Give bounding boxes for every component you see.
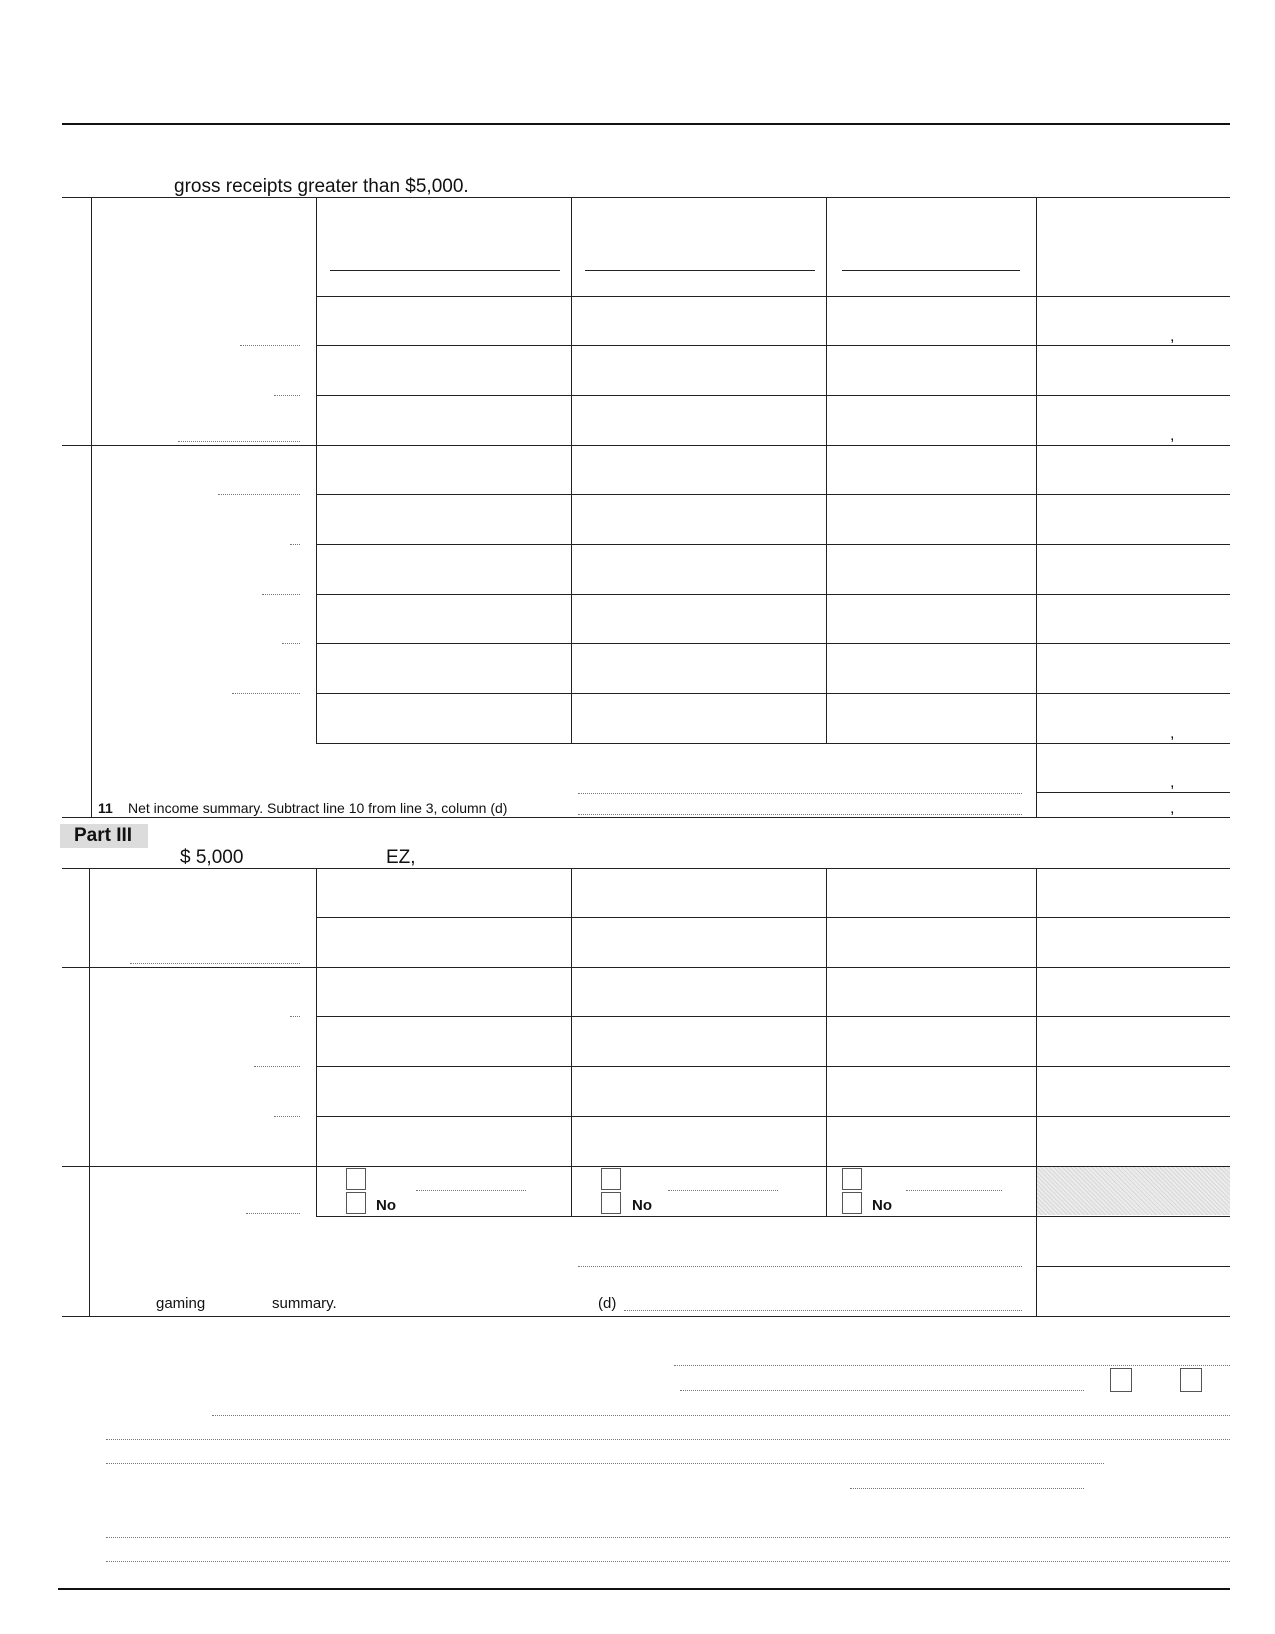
leader-dots bbox=[240, 345, 300, 346]
part3-amount: $ 5,000 bbox=[180, 847, 244, 868]
line11-text: Net income summary. Subtract line 10 from line 3, column (d) bbox=[128, 800, 508, 816]
leader-dots bbox=[624, 1310, 1022, 1311]
leader-dots bbox=[578, 793, 1022, 794]
col-c-no-label: No bbox=[872, 1197, 892, 1214]
part3-label: Part III bbox=[60, 824, 148, 848]
part2-row-line bbox=[316, 296, 1230, 297]
part2-row-line bbox=[316, 693, 1230, 694]
top-rule bbox=[62, 123, 1230, 125]
comma-mark: , bbox=[1170, 725, 1175, 742]
col-c-no-checkbox[interactable] bbox=[842, 1192, 862, 1214]
part3-left-frame bbox=[89, 868, 90, 1316]
part2-row-line bbox=[316, 643, 1230, 644]
col-a-no-label: No bbox=[376, 1197, 396, 1214]
leader-dots bbox=[274, 1116, 300, 1117]
leader-dots bbox=[290, 544, 300, 545]
col-b-yes-checkbox[interactable] bbox=[601, 1168, 621, 1190]
answer-line bbox=[106, 1463, 1104, 1464]
part2-col-b-left bbox=[571, 197, 572, 744]
leader-dots bbox=[178, 441, 300, 442]
col-b-year-line bbox=[585, 270, 815, 271]
part3-row-line bbox=[316, 917, 1230, 918]
col-a-no-checkbox[interactable] bbox=[346, 1192, 366, 1214]
leader-dots bbox=[668, 1190, 778, 1191]
part2-intro-text: gross receipts greater than $5,000. bbox=[174, 176, 469, 197]
no-checkbox[interactable] bbox=[1180, 1368, 1202, 1392]
part3-row-line bbox=[316, 1066, 1230, 1067]
leader-dots bbox=[274, 395, 300, 396]
part2-row-line bbox=[316, 395, 1230, 396]
part3-col-b-left bbox=[571, 868, 572, 1216]
leader-dots bbox=[246, 1213, 300, 1214]
part3-col-d-left bbox=[1036, 868, 1037, 1316]
shaded-cell bbox=[1037, 1167, 1230, 1215]
part2-col-c-left bbox=[826, 197, 827, 744]
leader-dots bbox=[232, 693, 300, 694]
comma-mark: , bbox=[1170, 427, 1175, 444]
part2-section-divider bbox=[62, 445, 1230, 446]
part2-row-line bbox=[316, 743, 1230, 744]
col-a-year-line bbox=[330, 270, 560, 271]
part2-row-line bbox=[316, 594, 1230, 595]
leader-dots bbox=[674, 1365, 1230, 1366]
leader-dots bbox=[906, 1190, 1002, 1191]
leader-dots bbox=[680, 1390, 1084, 1391]
col-a-yes-checkbox[interactable] bbox=[346, 1168, 366, 1190]
col-c-year-line bbox=[842, 270, 1020, 271]
answer-line bbox=[850, 1488, 1084, 1489]
summary-word-gaming: gaming bbox=[156, 1295, 206, 1312]
part3-col-c-left bbox=[826, 868, 827, 1216]
leader-dots bbox=[578, 1266, 1022, 1267]
part2-col-d-left bbox=[1036, 197, 1037, 817]
leader-dots bbox=[290, 1016, 300, 1017]
col-b-no-checkbox[interactable] bbox=[601, 1192, 621, 1214]
leader-dots bbox=[416, 1190, 526, 1191]
summary-word-summary: summary. bbox=[272, 1295, 337, 1312]
part3-form-suffix: EZ, bbox=[386, 847, 416, 868]
bottom-rule bbox=[58, 1588, 1230, 1590]
yes-checkbox[interactable] bbox=[1110, 1368, 1132, 1392]
answer-line bbox=[106, 1537, 1230, 1538]
part3-row-line bbox=[316, 1016, 1230, 1017]
leader-dots bbox=[282, 643, 300, 644]
col-b-no-label: No bbox=[632, 1197, 652, 1214]
col-c-yes-checkbox[interactable] bbox=[842, 1168, 862, 1190]
line11-number: 11 bbox=[98, 800, 113, 816]
leader-dots bbox=[254, 1066, 300, 1067]
answer-line bbox=[106, 1439, 1230, 1440]
comma-mark: , bbox=[1170, 328, 1175, 345]
part2-row-line bbox=[316, 544, 1230, 545]
comma-mark: , bbox=[1170, 774, 1175, 791]
leader-dots bbox=[130, 963, 300, 964]
part2-table-top bbox=[62, 197, 1230, 198]
part3-section-divider bbox=[62, 967, 1230, 968]
leader-dots bbox=[218, 494, 300, 495]
part2-table-bottom bbox=[62, 817, 1230, 818]
column-d-ref: (d) bbox=[598, 1295, 617, 1312]
part3-col-a-left bbox=[316, 868, 317, 1216]
part2-col-d-line bbox=[1036, 792, 1230, 793]
leader-dots bbox=[578, 814, 1022, 815]
leader-dots bbox=[262, 594, 300, 595]
part2-row-line bbox=[316, 494, 1230, 495]
part2-row-line bbox=[316, 345, 1230, 346]
comma-mark: , bbox=[1170, 800, 1175, 817]
part3-table-top bbox=[62, 868, 1230, 869]
part2-col-a-left bbox=[316, 197, 317, 744]
answer-line bbox=[106, 1561, 1230, 1562]
answer-line bbox=[212, 1415, 1230, 1416]
part3-row-line bbox=[316, 1216, 1230, 1217]
part2-left-frame bbox=[91, 197, 92, 817]
part3-table-bottom bbox=[62, 1316, 1230, 1317]
part3-row-line bbox=[316, 1116, 1230, 1117]
part3-col-d-line bbox=[1036, 1266, 1230, 1267]
